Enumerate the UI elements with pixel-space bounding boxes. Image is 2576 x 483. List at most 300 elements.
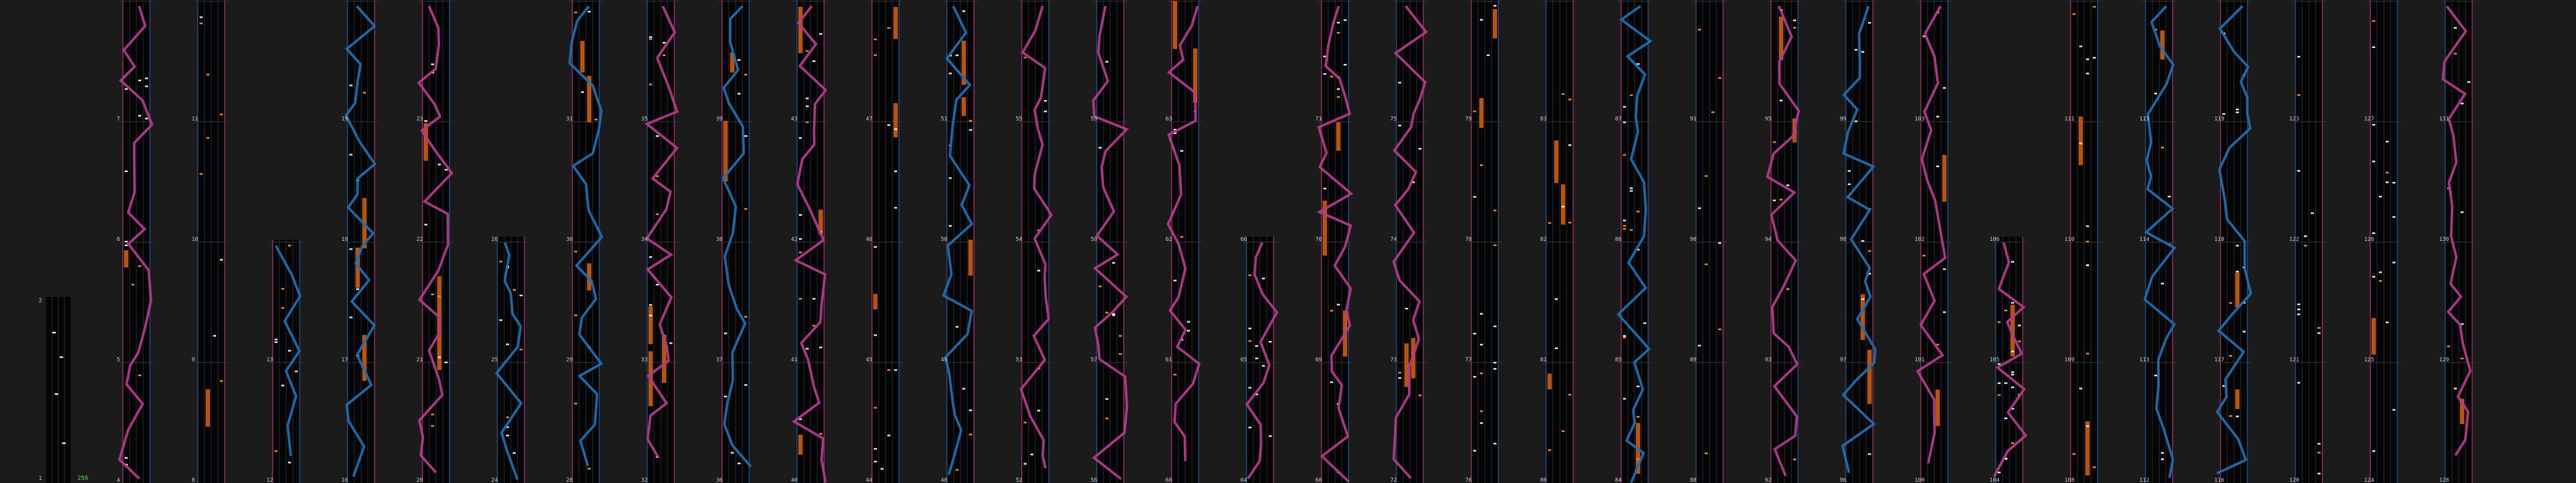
chart-column xyxy=(791,0,828,483)
tap-note xyxy=(1330,382,1333,383)
tap-note xyxy=(2297,308,2300,310)
tap-note xyxy=(1493,245,1496,246)
tap-note xyxy=(969,129,972,131)
tap-note xyxy=(62,442,66,444)
chart-column xyxy=(1990,237,2026,483)
tap-note xyxy=(2086,265,2089,267)
tap-note xyxy=(2317,332,2321,334)
tap-note xyxy=(2072,453,2076,455)
row-number: 101 xyxy=(1915,357,1925,363)
chart-column xyxy=(39,297,71,483)
row-number: 77 xyxy=(1465,357,1472,363)
tap-note xyxy=(663,42,666,44)
row-number: 52 xyxy=(1016,477,1022,483)
tap-note xyxy=(744,316,747,318)
tap-note xyxy=(1418,148,1422,150)
tap-note xyxy=(1248,340,1251,342)
tap-note xyxy=(349,316,352,318)
tap-note xyxy=(1698,208,1701,210)
row-number: 37 xyxy=(716,357,723,363)
hold-note xyxy=(893,103,898,138)
tap-note xyxy=(2379,196,2382,198)
tap-note xyxy=(438,163,441,165)
tap-note xyxy=(2072,14,2076,15)
chart-column xyxy=(1240,237,1277,483)
row-number: 76 xyxy=(1465,477,1472,483)
tap-note xyxy=(1337,22,1340,24)
tap-note xyxy=(1493,362,1496,364)
tap-note xyxy=(874,246,877,248)
tap-note xyxy=(1493,210,1496,211)
tap-note xyxy=(2229,302,2232,304)
tap-note xyxy=(138,375,141,377)
tap-note xyxy=(1923,255,1926,257)
tap-note xyxy=(206,74,209,76)
tap-note xyxy=(1248,275,1251,277)
tap-note xyxy=(1099,147,1102,149)
row-number: 91 xyxy=(1690,116,1697,122)
tap-note xyxy=(588,468,591,469)
tap-note xyxy=(1998,363,2001,365)
hold-note xyxy=(206,389,210,426)
row-number: 23 xyxy=(416,116,423,122)
tap-note xyxy=(2304,235,2307,237)
tap-note xyxy=(1248,426,1251,428)
chart-column xyxy=(566,0,603,483)
tap-note xyxy=(1262,365,1265,367)
tap-note xyxy=(1562,206,1565,208)
tap-note xyxy=(1705,452,1708,454)
row-number: 110 xyxy=(2064,237,2075,243)
tap-note xyxy=(799,252,802,254)
tap-note xyxy=(806,50,809,52)
tap-note xyxy=(724,332,727,334)
tap-note xyxy=(1398,372,1401,374)
tap-note xyxy=(2304,245,2307,246)
row-number: 70 xyxy=(1315,237,1322,243)
hold-note xyxy=(1404,344,1409,387)
tap-note xyxy=(2372,47,2375,49)
tap-note xyxy=(574,315,577,316)
hold-note xyxy=(798,435,803,455)
tap-note xyxy=(506,435,509,437)
tap-note xyxy=(1718,77,1721,79)
row-number: 129 xyxy=(2439,357,2450,363)
tap-note xyxy=(744,135,747,137)
chart-column xyxy=(1390,0,1427,483)
tap-note xyxy=(874,407,877,409)
row-number: 116 xyxy=(2214,477,2225,483)
tap-note xyxy=(1568,222,1571,224)
tap-note xyxy=(200,173,203,175)
tap-note xyxy=(206,137,209,139)
tap-note xyxy=(349,85,352,87)
tap-note xyxy=(574,403,577,405)
tap-note xyxy=(737,93,741,95)
row-number: 64 xyxy=(1240,477,1247,483)
row-number: 122 xyxy=(2289,237,2300,243)
tap-note xyxy=(131,284,134,286)
tap-note xyxy=(1248,387,1251,389)
row-number: 42 xyxy=(791,237,798,243)
tap-note xyxy=(1255,358,1258,359)
tap-note xyxy=(2154,93,2157,95)
chart-column xyxy=(1315,0,1352,483)
tap-note xyxy=(2467,81,2470,83)
tap-note xyxy=(1480,372,1483,374)
row-number: 28 xyxy=(566,477,573,483)
tap-note xyxy=(1493,443,1496,445)
row-number: 24 xyxy=(491,477,498,483)
tap-note xyxy=(1330,310,1333,312)
row-number: 80 xyxy=(1540,477,1547,483)
tap-note xyxy=(1344,64,1347,66)
tap-note xyxy=(295,371,298,372)
tap-note xyxy=(649,315,652,316)
tap-note xyxy=(1623,122,1626,124)
hold-note xyxy=(1554,141,1558,183)
tap-note xyxy=(1848,184,1851,186)
row-number: 66 xyxy=(1240,237,1247,243)
column-layer xyxy=(39,0,2476,483)
tap-note xyxy=(1623,106,1626,108)
tap-note xyxy=(663,55,666,57)
tap-note xyxy=(2372,124,2375,126)
tap-note xyxy=(2168,196,2171,198)
tap-note xyxy=(145,85,148,87)
tap-note xyxy=(1861,51,1864,53)
hold-note xyxy=(1942,155,1947,202)
row-number: 6 xyxy=(117,237,120,243)
tap-note xyxy=(213,335,216,337)
row-number: 35 xyxy=(641,116,648,122)
row-number: 19 xyxy=(341,116,348,122)
row-number: 84 xyxy=(1615,477,1622,483)
row-number: 13 xyxy=(267,357,273,363)
chart-column xyxy=(1690,0,1727,483)
tap-note xyxy=(1405,308,1408,310)
tap-note xyxy=(1630,190,1633,192)
tap-note xyxy=(649,36,652,38)
tap-note xyxy=(1861,240,1864,242)
row-number: 98 xyxy=(1840,237,1846,243)
tap-note xyxy=(1173,280,1177,281)
tap-note xyxy=(2372,276,2375,278)
tap-note xyxy=(1493,368,1496,370)
row-number: 56 xyxy=(1091,477,1097,483)
tap-note xyxy=(288,245,291,246)
tap-note xyxy=(806,106,809,108)
tap-note xyxy=(1337,96,1340,98)
hold-note xyxy=(873,294,877,309)
tap-note xyxy=(2236,245,2239,247)
row-number: 2 xyxy=(39,298,42,304)
tap-note xyxy=(1562,431,1565,433)
tap-note xyxy=(881,468,884,470)
tap-note xyxy=(431,63,434,65)
tap-note xyxy=(1936,165,1939,167)
tap-note xyxy=(2297,313,2300,315)
tap-note xyxy=(1780,100,1783,101)
tap-note xyxy=(2372,450,2375,452)
tap-note xyxy=(1773,141,1776,143)
chart-column xyxy=(941,0,978,483)
row-number: 82 xyxy=(1540,237,1547,243)
tap-note xyxy=(220,380,223,382)
tap-note xyxy=(2086,226,2089,227)
tap-note xyxy=(874,448,877,450)
tap-note xyxy=(2011,374,2014,375)
hold-note xyxy=(1867,350,1872,404)
tap-note xyxy=(2317,452,2321,454)
tap-note xyxy=(519,295,523,297)
tap-note xyxy=(1398,82,1401,84)
row-number: 4 xyxy=(117,477,120,483)
tap-note xyxy=(1044,111,1047,112)
row-number: 54 xyxy=(1016,237,1022,243)
tap-note xyxy=(2004,310,2007,312)
chart-column xyxy=(1765,0,1802,483)
tap-note xyxy=(799,214,802,216)
tap-note xyxy=(125,171,128,173)
tap-note xyxy=(1473,450,1476,452)
tap-note xyxy=(1568,144,1571,146)
row-number: 51 xyxy=(941,116,948,122)
tap-note xyxy=(2379,280,2382,282)
tap-note xyxy=(649,256,652,258)
tap-note xyxy=(1793,459,1796,461)
tap-note xyxy=(2461,103,2464,104)
score-label: 256 xyxy=(77,475,89,482)
tap-note xyxy=(2386,181,2389,183)
tap-note xyxy=(894,128,897,130)
tap-note xyxy=(274,450,278,452)
tap-note xyxy=(1943,269,1946,270)
tap-note xyxy=(1623,220,1626,222)
tap-note xyxy=(669,342,672,344)
tap-note xyxy=(288,350,291,352)
tap-note xyxy=(887,369,890,371)
row-number: 121 xyxy=(2289,357,2300,363)
row-number: 8 xyxy=(192,477,195,483)
chart-column xyxy=(1465,0,1502,483)
chart-column xyxy=(341,0,378,483)
tap-note xyxy=(656,135,659,137)
tap-note xyxy=(969,120,972,122)
tap-note xyxy=(1473,376,1476,378)
tap-note xyxy=(1473,111,1476,112)
tap-note xyxy=(2317,473,2321,474)
tap-note xyxy=(1262,278,1265,280)
tap-note xyxy=(2093,57,2096,59)
tap-note xyxy=(2236,109,2239,111)
chart-column xyxy=(866,0,903,483)
tap-note xyxy=(1868,250,1871,252)
chart-column xyxy=(1840,0,1877,483)
row-number: 104 xyxy=(1990,477,2000,483)
tap-note xyxy=(220,114,223,116)
hold-note xyxy=(2235,273,2239,307)
tap-note xyxy=(1705,264,1708,265)
row-number: 113 xyxy=(2139,357,2150,363)
tap-note xyxy=(349,248,352,250)
chart-column xyxy=(2289,0,2326,483)
tap-note xyxy=(1398,125,1401,127)
hold-note xyxy=(1936,390,1940,426)
tap-note xyxy=(1480,422,1483,424)
tap-note xyxy=(2454,388,2457,390)
row-number: 60 xyxy=(1165,477,1172,483)
hold-note xyxy=(1547,374,1552,390)
tap-note xyxy=(744,74,747,76)
tap-note xyxy=(656,284,659,286)
tap-note xyxy=(2297,94,2300,96)
tap-note xyxy=(1705,175,1708,177)
tap-note xyxy=(1330,76,1333,77)
row-number: 57 xyxy=(1091,357,1097,363)
chart-column xyxy=(2214,0,2251,483)
tap-note xyxy=(737,60,741,61)
tap-note xyxy=(1398,377,1401,379)
chart-column xyxy=(1540,0,1577,483)
row-number: 111 xyxy=(2064,116,2075,122)
tap-note xyxy=(2011,387,2014,388)
tap-note xyxy=(499,320,502,321)
tap-note xyxy=(1773,200,1776,202)
tap-note xyxy=(894,207,897,209)
hold-note xyxy=(124,250,128,267)
hold-note xyxy=(723,121,728,159)
tap-note xyxy=(1112,315,1115,316)
row-number: 16 xyxy=(341,477,348,483)
tap-note xyxy=(2297,170,2300,172)
tap-note xyxy=(1555,348,1558,350)
tap-note xyxy=(2243,331,2246,332)
tap-note xyxy=(1793,20,1796,21)
tap-note xyxy=(2086,73,2089,74)
tap-note xyxy=(731,452,734,454)
row-number: 109 xyxy=(2064,357,2075,363)
row-number: 21 xyxy=(416,357,423,363)
row-number: 32 xyxy=(641,477,648,483)
row-number: 5 xyxy=(117,357,120,363)
tap-note xyxy=(1636,458,1640,460)
tap-note xyxy=(1555,299,1558,300)
tap-note xyxy=(1623,337,1626,339)
tap-note xyxy=(649,304,652,306)
tap-note xyxy=(1030,454,1033,455)
tap-note xyxy=(1269,435,1272,437)
tap-note xyxy=(55,393,58,395)
tap-note xyxy=(819,433,822,435)
tap-note xyxy=(1698,29,1701,31)
tap-note xyxy=(274,342,278,344)
tap-note xyxy=(1630,95,1633,96)
tap-note xyxy=(1854,49,1858,51)
tap-note xyxy=(1473,333,1476,335)
chart-column xyxy=(2064,0,2101,483)
row-number: 1 xyxy=(39,476,42,482)
tap-note xyxy=(1337,32,1340,34)
tap-note xyxy=(649,84,652,85)
row-number: 100 xyxy=(1915,477,1925,483)
tap-note xyxy=(1943,87,1946,89)
tap-note xyxy=(2011,371,2014,373)
hold-note xyxy=(2085,422,2090,476)
row-number: 88 xyxy=(1690,477,1697,483)
tap-note xyxy=(125,88,128,90)
row-number: 125 xyxy=(2364,357,2375,363)
tap-note xyxy=(799,137,802,139)
tap-note xyxy=(2161,452,2164,454)
tap-note xyxy=(2161,458,2164,460)
tap-note xyxy=(1636,211,1640,213)
row-number: 40 xyxy=(791,477,798,483)
row-number: 59 xyxy=(1091,116,1097,122)
tap-note xyxy=(2454,27,2457,29)
tap-note xyxy=(894,369,897,371)
tap-note xyxy=(1269,341,1272,343)
tap-note xyxy=(1037,270,1040,272)
tap-note xyxy=(2222,113,2225,115)
tap-note xyxy=(431,425,434,427)
tap-note xyxy=(2447,345,2450,347)
tap-note xyxy=(1998,321,2001,323)
row-number: 30 xyxy=(566,237,573,243)
tap-note xyxy=(506,344,509,345)
hold-note xyxy=(2235,390,2239,409)
tap-note xyxy=(2086,241,2089,243)
row-number: 36 xyxy=(716,477,723,483)
row-number: 58 xyxy=(1091,237,1097,243)
tap-note xyxy=(724,396,727,398)
tap-note xyxy=(1037,410,1040,412)
tap-note xyxy=(424,224,427,226)
tap-note xyxy=(2392,182,2395,184)
row-number: 46 xyxy=(866,237,873,243)
tap-note xyxy=(2161,283,2164,285)
tap-note xyxy=(2018,324,2021,326)
row-number: 126 xyxy=(2364,237,2375,243)
tap-note xyxy=(1998,472,2001,474)
tap-note xyxy=(281,288,284,290)
tap-note xyxy=(1548,449,1551,451)
tap-note xyxy=(887,124,890,126)
row-number: 75 xyxy=(1390,116,1397,122)
chart-column xyxy=(192,0,228,483)
tap-note xyxy=(812,298,815,300)
tap-note xyxy=(513,289,516,291)
row-number: 115 xyxy=(2139,116,2150,122)
tap-note xyxy=(2297,382,2300,384)
hold-note xyxy=(1479,98,1484,128)
tap-note xyxy=(1793,27,1796,29)
tap-note xyxy=(1487,55,1490,57)
tap-note xyxy=(2079,388,2082,390)
tap-note xyxy=(519,349,523,351)
row-number: 128 xyxy=(2439,477,2450,483)
tap-note xyxy=(1099,286,1102,288)
row-number: 20 xyxy=(416,477,423,483)
row-number: 78 xyxy=(1465,237,1472,243)
row-number: 72 xyxy=(1390,477,1397,483)
tap-note xyxy=(1480,19,1483,21)
tap-note xyxy=(955,55,959,57)
row-number: 55 xyxy=(1016,116,1022,122)
row-number: 18 xyxy=(341,237,348,243)
row-number: 79 xyxy=(1465,116,1472,122)
tap-note xyxy=(2011,351,2014,353)
